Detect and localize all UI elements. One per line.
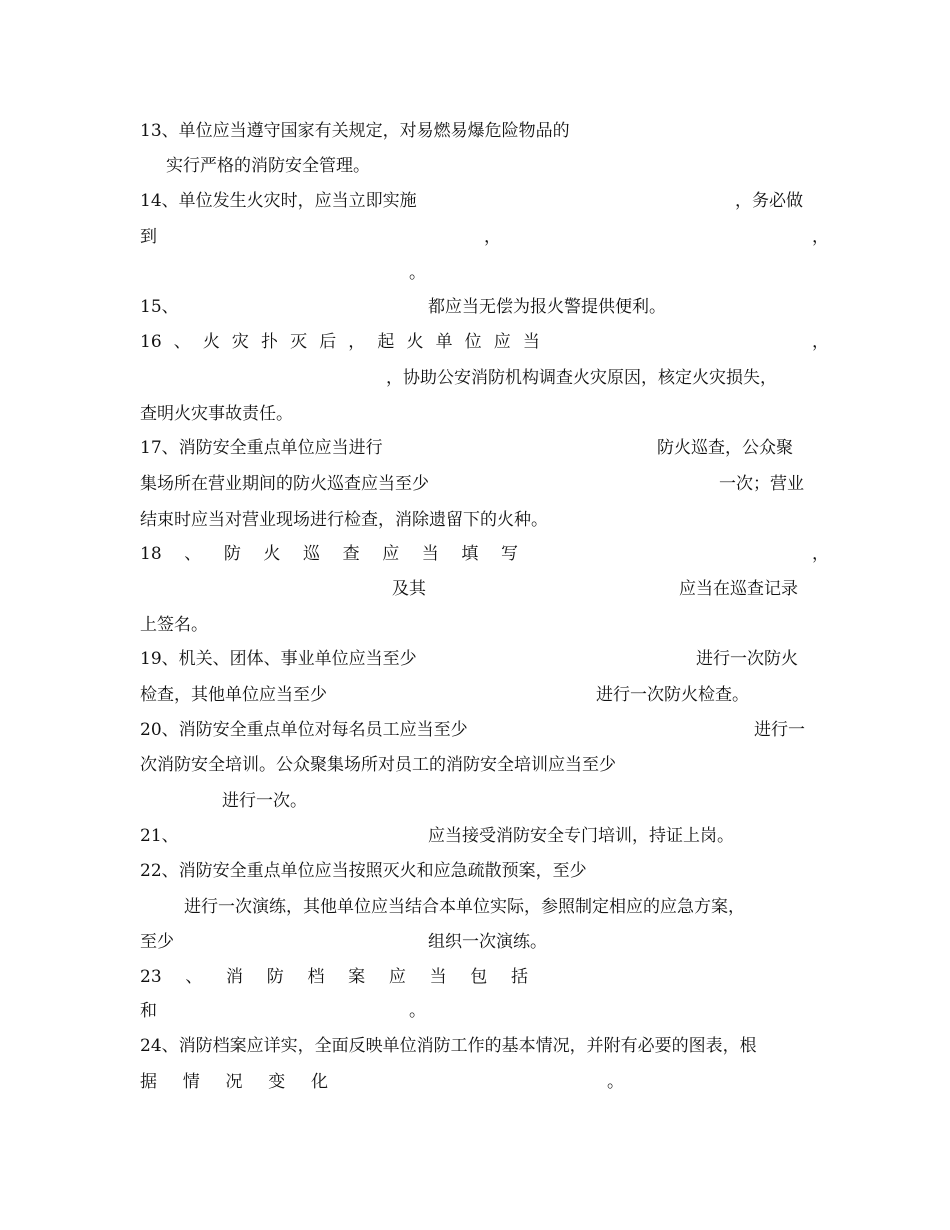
item-23-char: 当 xyxy=(429,967,447,987)
item-20-line-1b: 进行一 xyxy=(754,720,805,740)
item-13-line-1: 13、单位应当遵守国家有关规定，对易燃易爆危险物品的 xyxy=(140,121,570,141)
item-18-char: 填 xyxy=(461,544,479,564)
item-20-line-2: 次消防安全培训。公众聚集场所对员工的消防安全培训应当至少 xyxy=(140,755,616,775)
item-23-char: 防 xyxy=(266,967,284,987)
item-18-line-2a: 及其 xyxy=(392,579,426,599)
item-16-char: 当 xyxy=(522,332,540,352)
item-18-char: 防 xyxy=(223,544,241,564)
item-24-char: 据 xyxy=(140,1072,157,1092)
item-16-line-2: ，协助公安消防机构调查火灾原因，核定火灾损失， xyxy=(386,368,777,388)
item-23-char: 案 xyxy=(348,967,366,987)
item-16-char: 灾 xyxy=(231,332,249,352)
item-17-line-1a: 17、消防安全重点单位应当进行 xyxy=(140,438,383,458)
item-23-line-2a: 和 xyxy=(140,1001,157,1021)
item-23-line-2b: 。 xyxy=(409,1001,426,1021)
item-19-line-1a: 19、机关、团体、事业单位应当至少 xyxy=(140,649,417,669)
item-17-line-2b: 一次；营业 xyxy=(719,474,804,494)
item-13-line-2: 实行严格的消防安全管理。 xyxy=(166,156,370,176)
item-16-char: 位 xyxy=(464,332,482,352)
item-16-char: 灭 xyxy=(290,332,308,352)
item-19-line-2a: 检查，其他单位应当至少 xyxy=(140,685,327,705)
item-23-char: 档 xyxy=(307,967,325,987)
item-16-char: 火 xyxy=(406,332,424,352)
item-14-line-2a: 到 xyxy=(140,227,157,247)
item-18-line-2b: 应当在巡查记录 xyxy=(679,579,798,599)
item-24-char: 化 xyxy=(311,1072,328,1092)
item-14-line-1b: ，务必做 xyxy=(735,191,803,211)
item-16-char: ， xyxy=(348,332,366,352)
item-18-char: 、 xyxy=(184,544,202,564)
item-18-char: 巡 xyxy=(303,544,321,564)
item-18-char: 火 xyxy=(263,544,281,564)
item-16-char: 火 xyxy=(202,332,220,352)
item-18-line-1-end: ， xyxy=(812,544,829,564)
item-18-char: 应 xyxy=(382,544,400,564)
item-18-char: 写 xyxy=(500,544,518,564)
item-17-line-2a: 集场所在营业期间的防火巡查应当至少 xyxy=(140,474,429,494)
item-18-line-1 xyxy=(140,543,518,565)
item-17-line-1b: 防火巡查，公众聚 xyxy=(657,438,793,458)
item-24-char: 变 xyxy=(268,1072,286,1092)
item-19-line-2b: 进行一次防火检查。 xyxy=(596,685,749,705)
item-24-char: 情 xyxy=(182,1072,200,1092)
item-23-char: 、 xyxy=(185,967,203,987)
item-15-number: 15、 xyxy=(140,297,179,317)
item-16-char: 、 xyxy=(173,332,191,352)
item-22-line-2: 进行一次演练，其他单位应当结合本单位实际，参照制定相应的应急方案， xyxy=(184,897,745,917)
item-16-char: 16 xyxy=(140,332,162,352)
item-14-line-2b: ， xyxy=(484,227,501,247)
item-23-line-1 xyxy=(140,966,528,988)
item-23-char: 包 xyxy=(470,967,488,987)
item-19-line-1b: 进行一次防火 xyxy=(696,649,798,669)
item-16-char: 后 xyxy=(319,332,337,352)
item-14-line-3: 。 xyxy=(409,263,426,283)
item-23-char: 括 xyxy=(510,967,528,987)
item-21-number: 21、 xyxy=(140,826,179,846)
item-15-text: 都应当无偿为报火警提供便利。 xyxy=(428,297,666,317)
item-16-char: 起 xyxy=(377,332,395,352)
item-22-line-3b: 组织一次演练。 xyxy=(428,932,547,952)
item-20-line-3: 进行一次。 xyxy=(222,791,307,811)
item-23-char: 应 xyxy=(388,967,406,987)
item-16-char: 单 xyxy=(435,332,453,352)
item-24-line-2 xyxy=(140,1071,328,1093)
item-16-line-1-end: ， xyxy=(812,332,829,352)
item-17-line-3: 结束时应当对营业现场进行检查，消除遗留下的火种。 xyxy=(140,510,548,530)
item-22-line-3a: 至少 xyxy=(140,932,174,952)
item-18-char: 18 xyxy=(140,544,162,564)
item-24-line-1: 24、消防档案应详实，全面反映单位消防工作的基本情况，并附有必要的图表，根 xyxy=(140,1036,757,1056)
item-16-line-1 xyxy=(140,331,540,353)
item-24-char: 况 xyxy=(225,1072,243,1092)
item-24-line-2-end: 。 xyxy=(607,1072,624,1092)
item-18-char: 当 xyxy=(421,544,439,564)
item-18-char: 查 xyxy=(342,544,360,564)
item-18-line-3: 上签名。 xyxy=(140,615,208,635)
item-21-text: 应当接受消防安全专门培训，持证上岗。 xyxy=(428,826,734,846)
item-22-line-1: 22、消防安全重点单位应当按照灭火和应急疏散预案，至少 xyxy=(140,861,587,881)
item-14-line-1a: 14、单位发生火灾时，应当立即实施 xyxy=(140,191,417,211)
item-16-char: 应 xyxy=(493,332,511,352)
item-14-line-2c: ， xyxy=(812,227,829,247)
item-16-line-3: 查明火灾事故责任。 xyxy=(140,404,293,424)
item-23-char: 消 xyxy=(226,967,244,987)
item-23-char: 23 xyxy=(140,967,162,987)
item-20-line-1a: 20、消防安全重点单位对每名员工应当至少 xyxy=(140,720,468,740)
item-16-char: 扑 xyxy=(261,332,279,352)
